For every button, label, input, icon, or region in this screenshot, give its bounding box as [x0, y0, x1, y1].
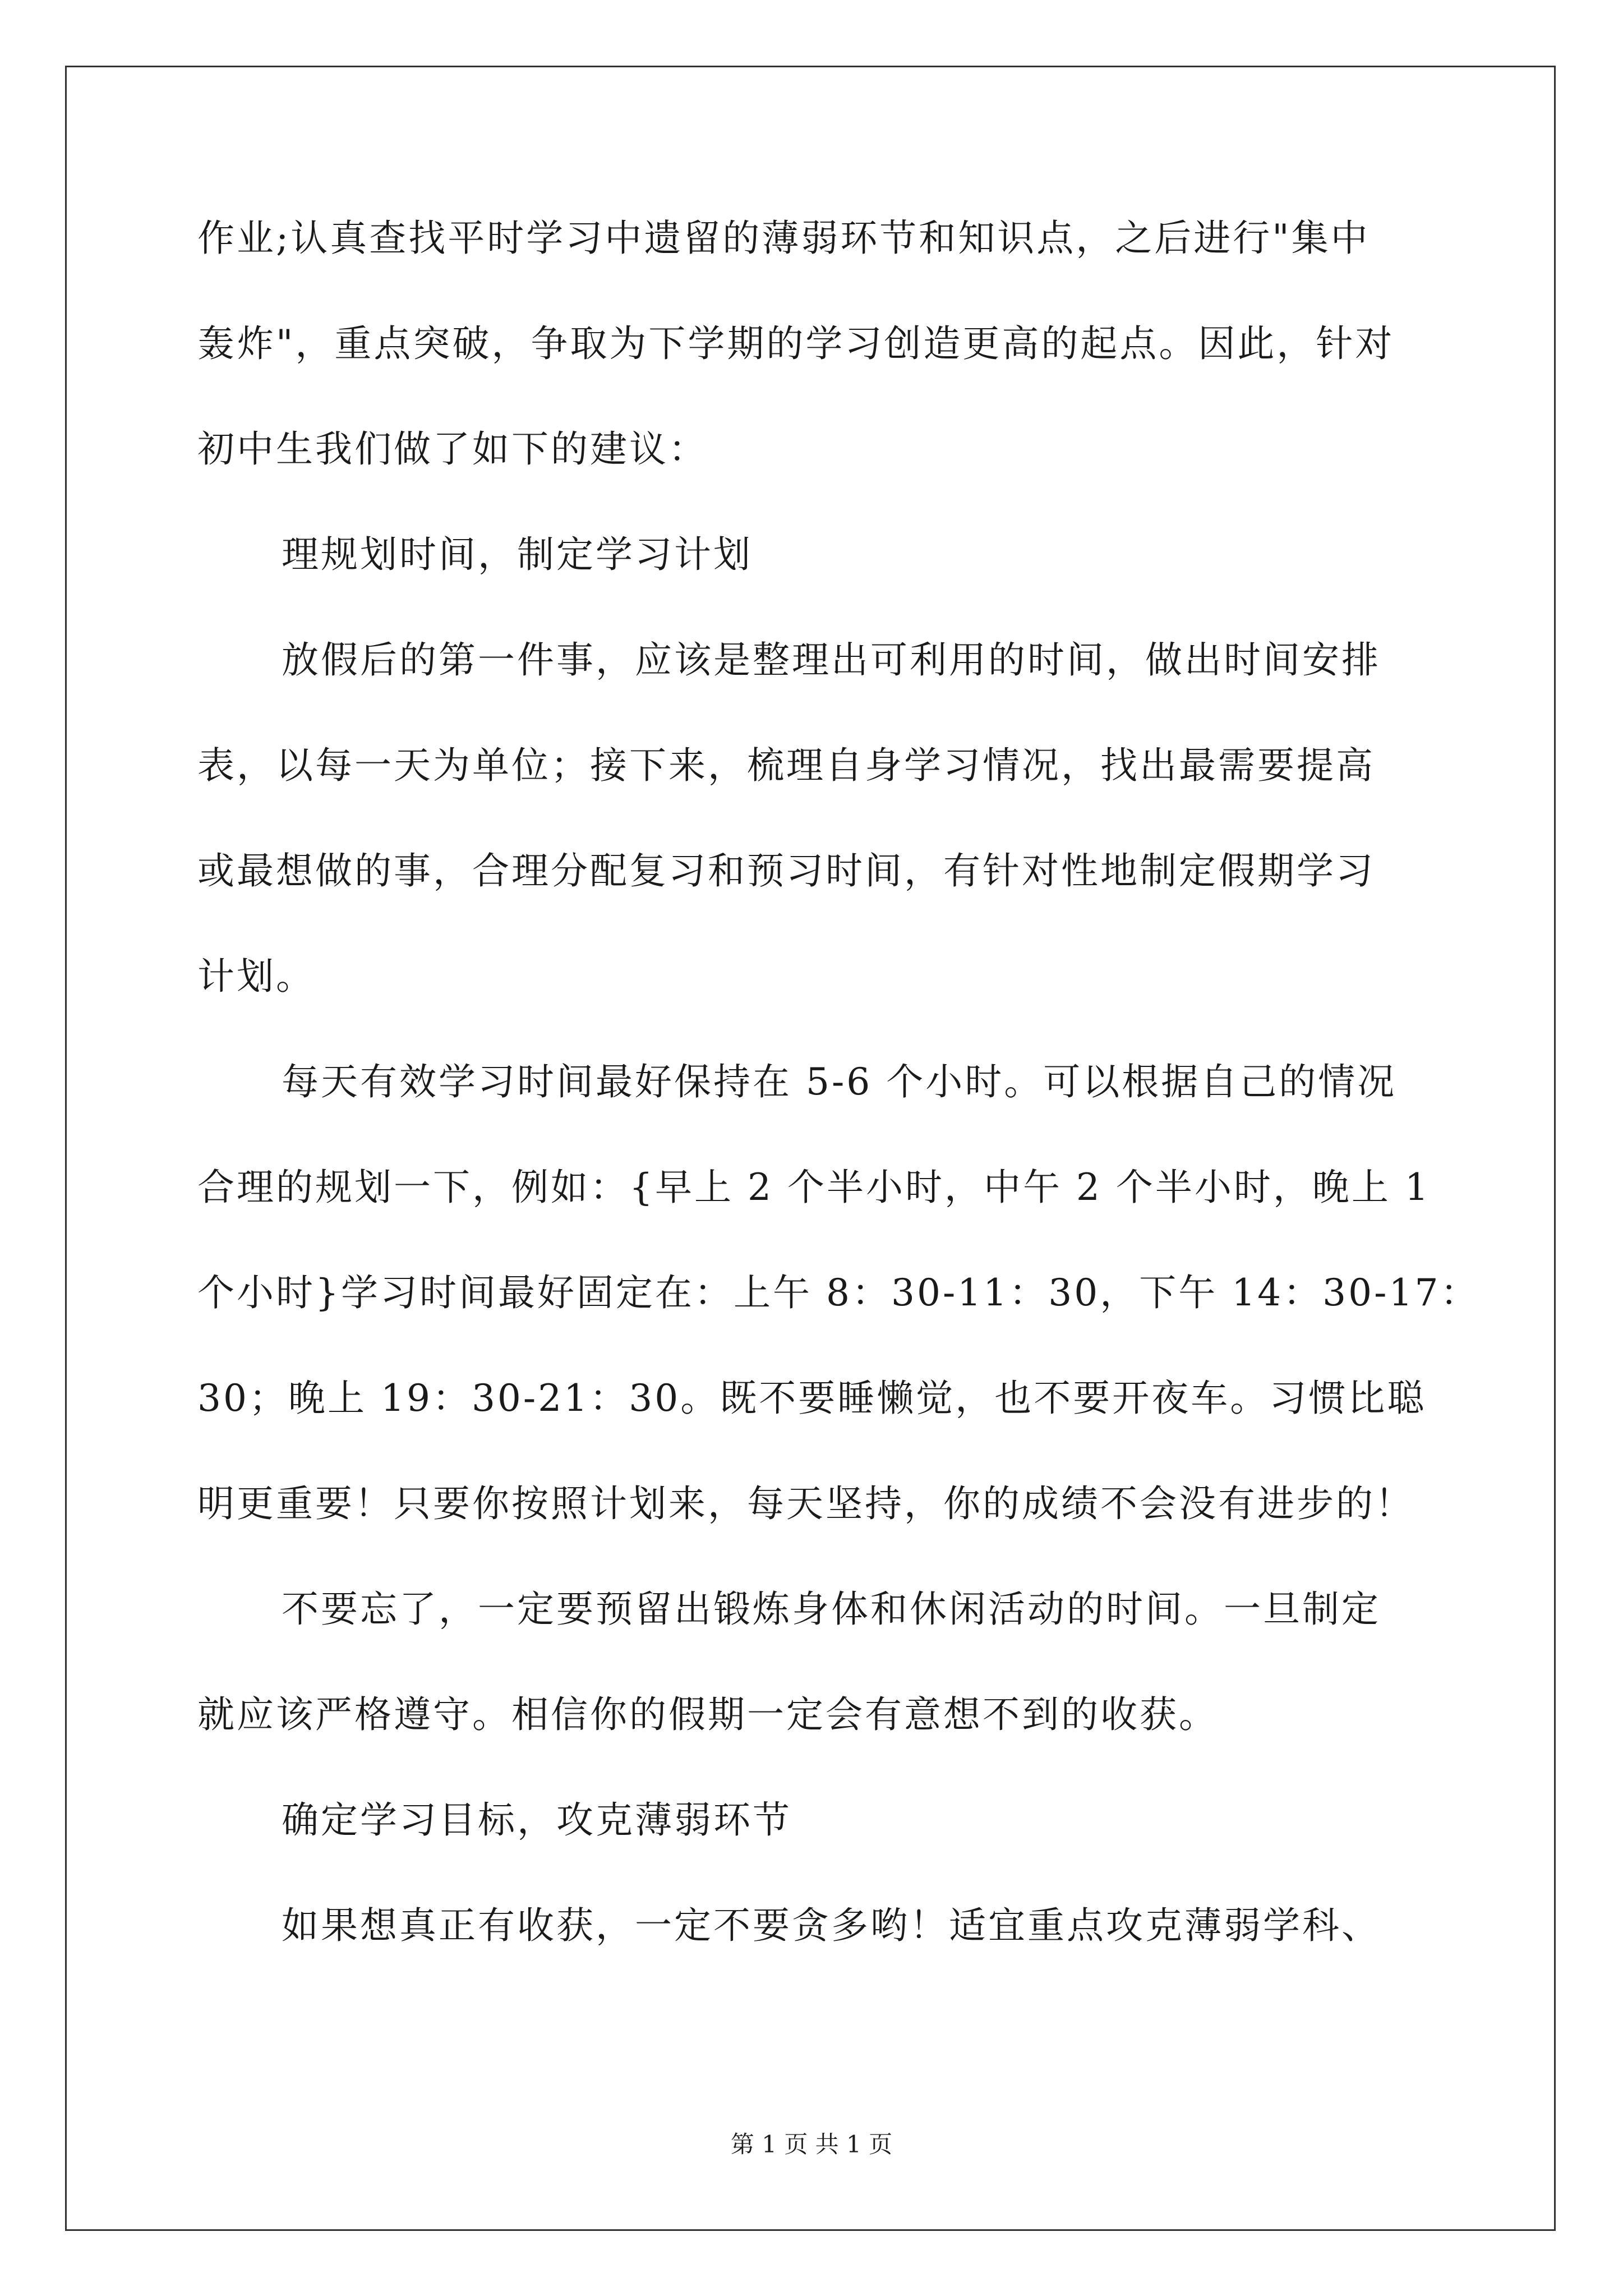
text-line: 每天有效学习时间最好保持在 5-6 个小时。可以根据自己的情况: [282, 1060, 1397, 1103]
text-line: 不要忘了，一定要预留出锻炼身体和休闲活动的时间。一旦制定: [282, 1588, 1381, 1631]
page-number: 第 1 页 共 1 页: [730, 2131, 893, 2158]
text-line: 或最想做的事，合理分配复习和预习时间，有针对性地制定假期学习: [197, 849, 1375, 892]
text-line: 如果想真正有收获，一定不要贪多哟！适宜重点攻克薄弱学科、: [282, 1904, 1381, 1947]
text-line: 计划。: [197, 955, 315, 998]
text-line: 作业;认真查找平时学习中遗留的薄弱环节和知识点，之后进行"集中: [197, 217, 1370, 260]
text-line: 轰炸"，重点突破，争取为下学期的学习创造更高的起点。因此，针对: [197, 322, 1395, 365]
text-line: 30；晚上 19：30-21：30。既不要睡懒觉，也不要开夜车。习惯比聪: [197, 1377, 1427, 1420]
text-line: 放假后的第一件事，应该是整理出可利用的时间，做出时间安排: [282, 638, 1381, 682]
text-line: 合理的规划一下，例如：{早上 2 个半小时，中午 2 个半小时，晚上 1: [197, 1166, 1431, 1209]
text-line: 就应该严格遵守。相信你的假期一定会有意想不到的收获。: [197, 1693, 1218, 1736]
section-heading: 理规划时间，制定学习计划: [282, 533, 753, 576]
text-line: 个小时}学习时间最好固定在：上午 8：30-11：30，下午 14：30-17：: [197, 1271, 1480, 1314]
text-line: 明更重要！只要你按照计划来，每天坚持，你的成绩不会没有进步的！: [197, 1482, 1414, 1525]
text-line: 表，以每一天为单位；接下来，梳理自身学习情况，找出最需要提高: [197, 744, 1375, 787]
section-heading: 确定学习目标，攻克薄弱环节: [282, 1798, 792, 1842]
text-line: 初中生我们做了如下的建议：: [197, 427, 708, 471]
